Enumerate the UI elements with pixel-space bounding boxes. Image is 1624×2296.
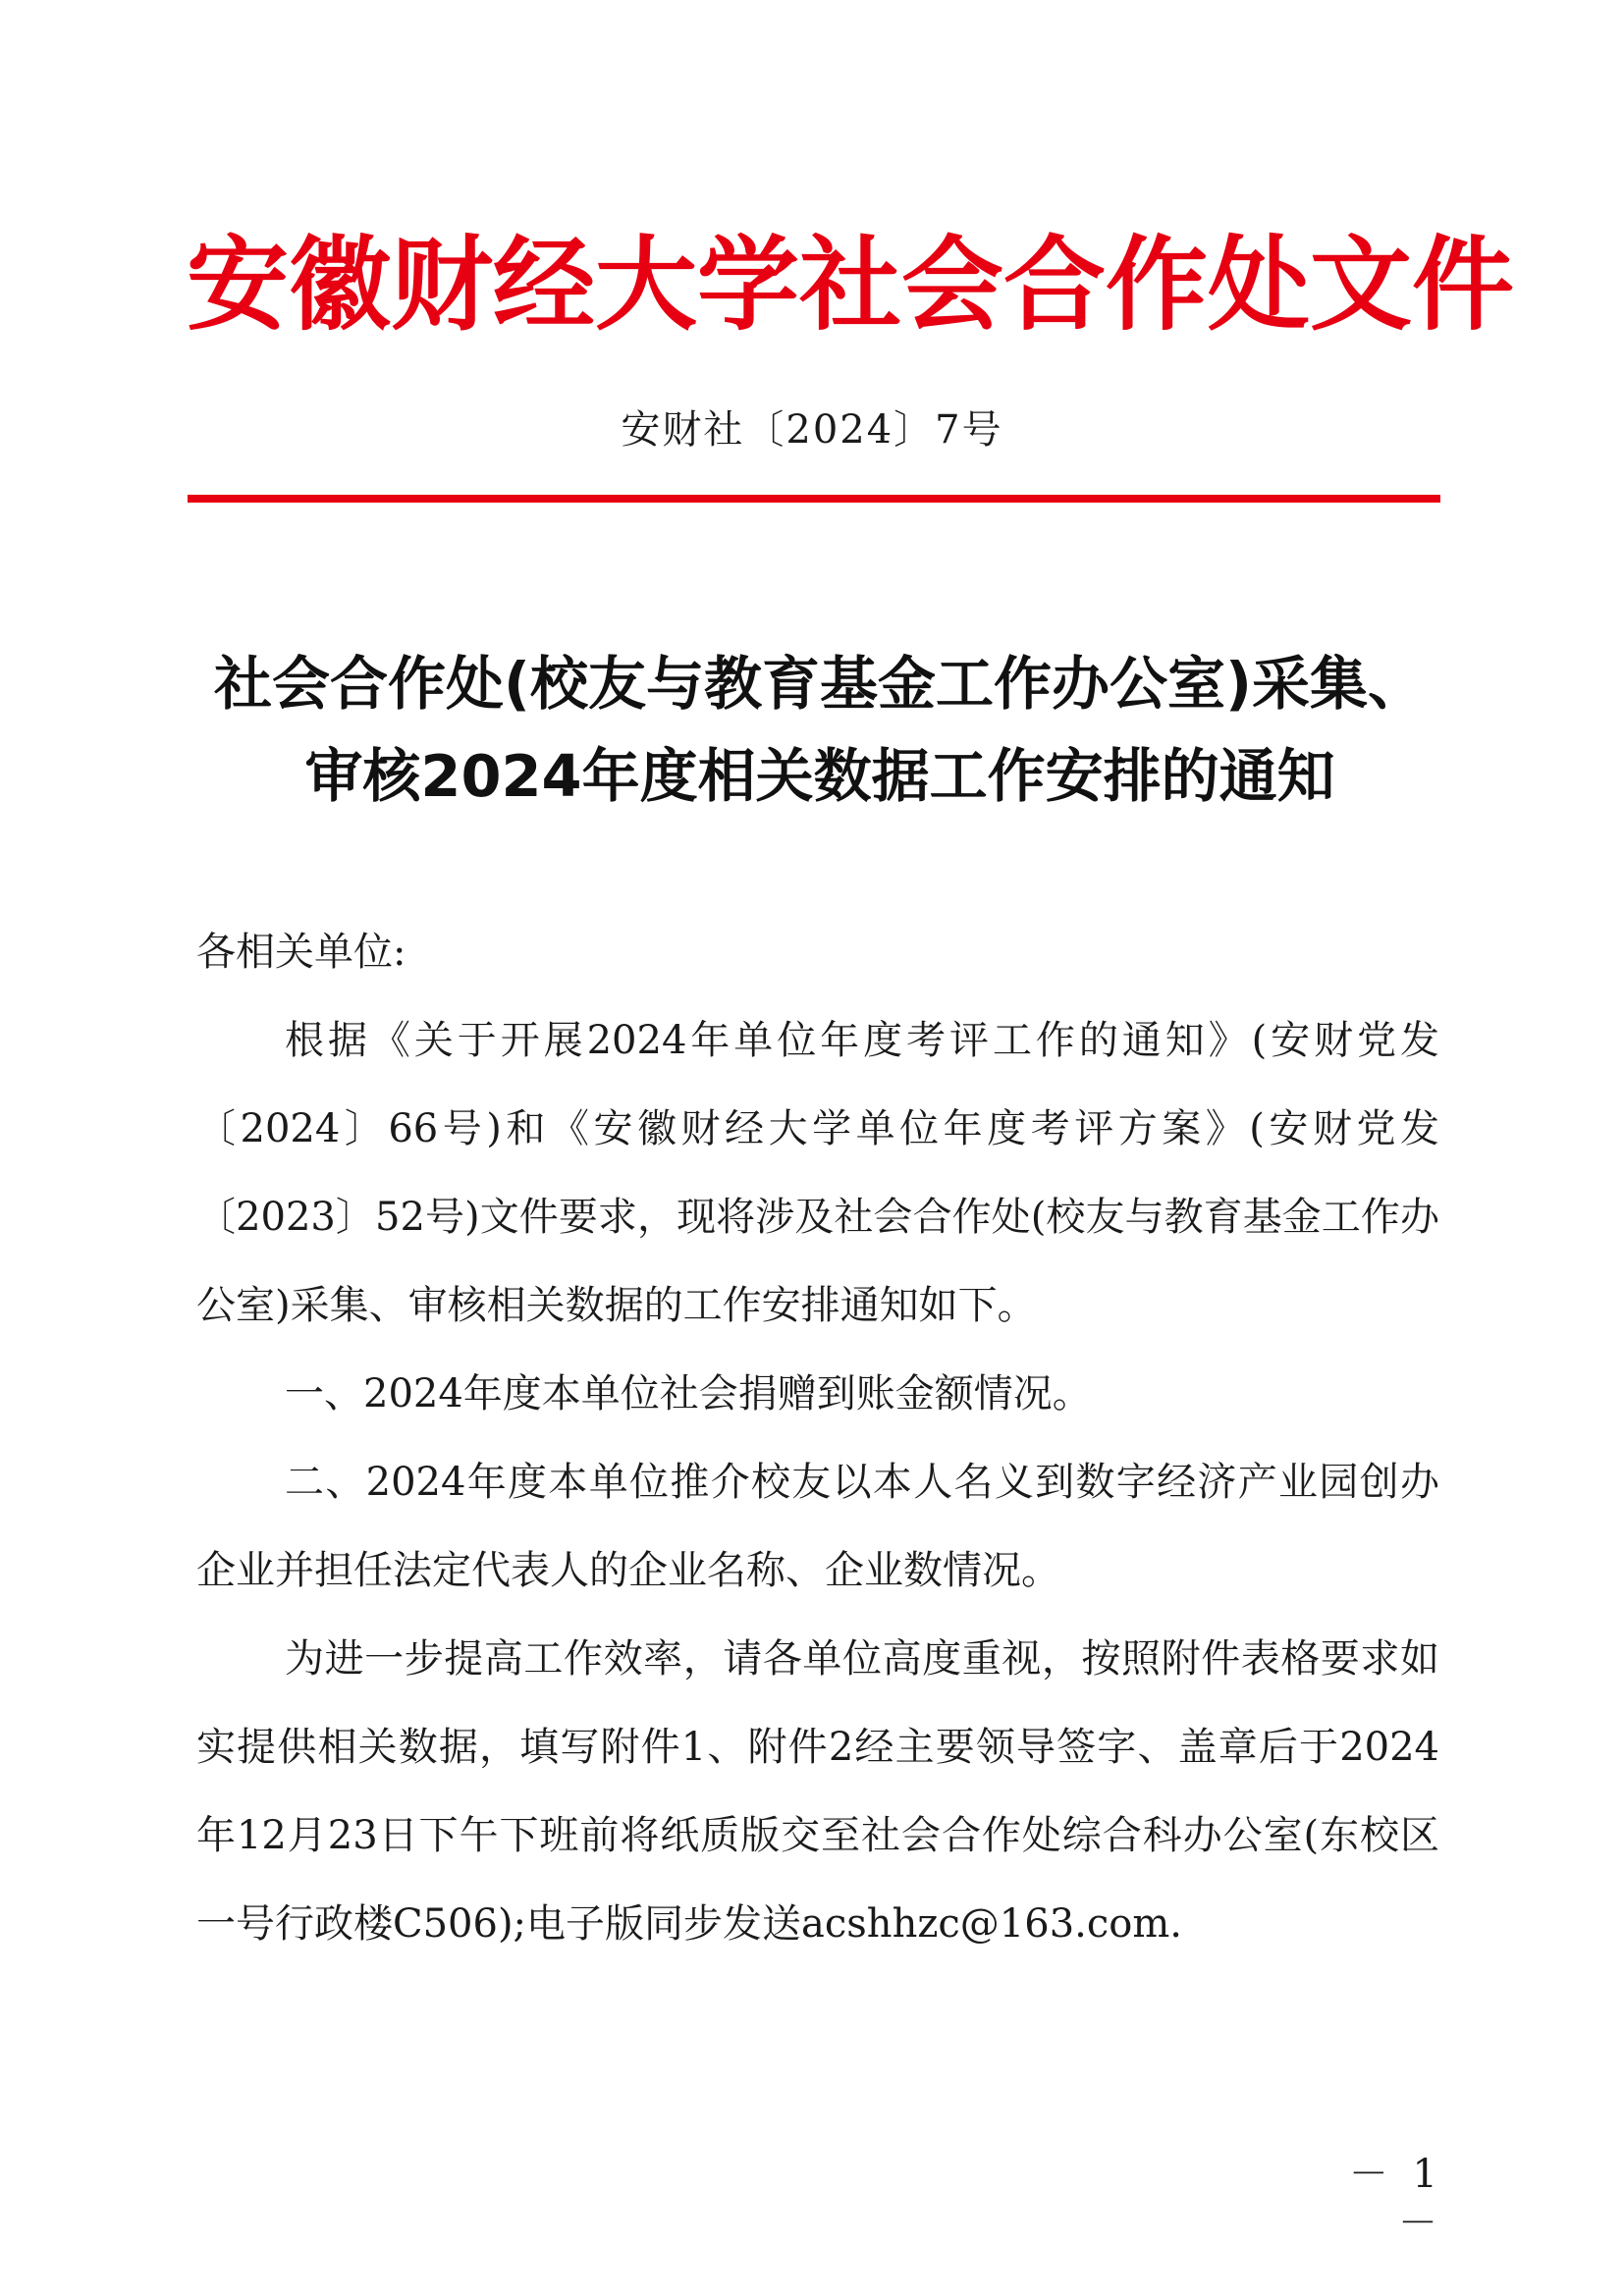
salutation: 各相关单位: xyxy=(196,930,406,975)
body-paragraph: 二、2024年度本单位推介校友以本人名义到数字经济产业园创办企业并担任法定代表人的企业名称、企业数情况。 xyxy=(196,1460,1439,1593)
document-body xyxy=(196,908,1439,1968)
body-paragraph: 一、2024年度本单位社会捐赠到账金额情况。 xyxy=(285,1371,1092,1416)
notice-title-line-2: 审核2024年度相关数据工作安排的通知 xyxy=(304,742,1335,810)
document-number: 安财社〔2024〕7号 xyxy=(621,407,1003,453)
page-number: － 1 － xyxy=(1348,2152,1443,2246)
body-paragraph: 为进一步提高工作效率，请各单位高度重视，按照附件表格要求如实提供相关数据，填写附件1、附件2经主要领导签字、盖章后于2024年12月23日下午下班前将纸质版交至社会合作处综合科办公室(东校区一号行政楼C506);电子版同步发送acshhzc@163.com. xyxy=(196,1636,1439,1947)
notice-title-line-1: 社会合作处(校友与教育基金工作办公室)采集、 xyxy=(214,650,1426,718)
document-header-title: 安徽财经大学社会合作处文件 xyxy=(187,225,1515,345)
body-paragraph: 根据《关于开展2024年单位年度考评工作的通知》(安财党发〔2024〕66号)和《安徽财经大学单位年度考评方案》(安财党发〔2023〕52号)文件要求，现将涉及社会合作处(校友与教育基金工作办公室)采集、审核相关数据的工作安排通知如下。 xyxy=(196,1018,1439,1328)
red-divider-rule xyxy=(188,495,1440,503)
notice-title xyxy=(191,638,1448,823)
